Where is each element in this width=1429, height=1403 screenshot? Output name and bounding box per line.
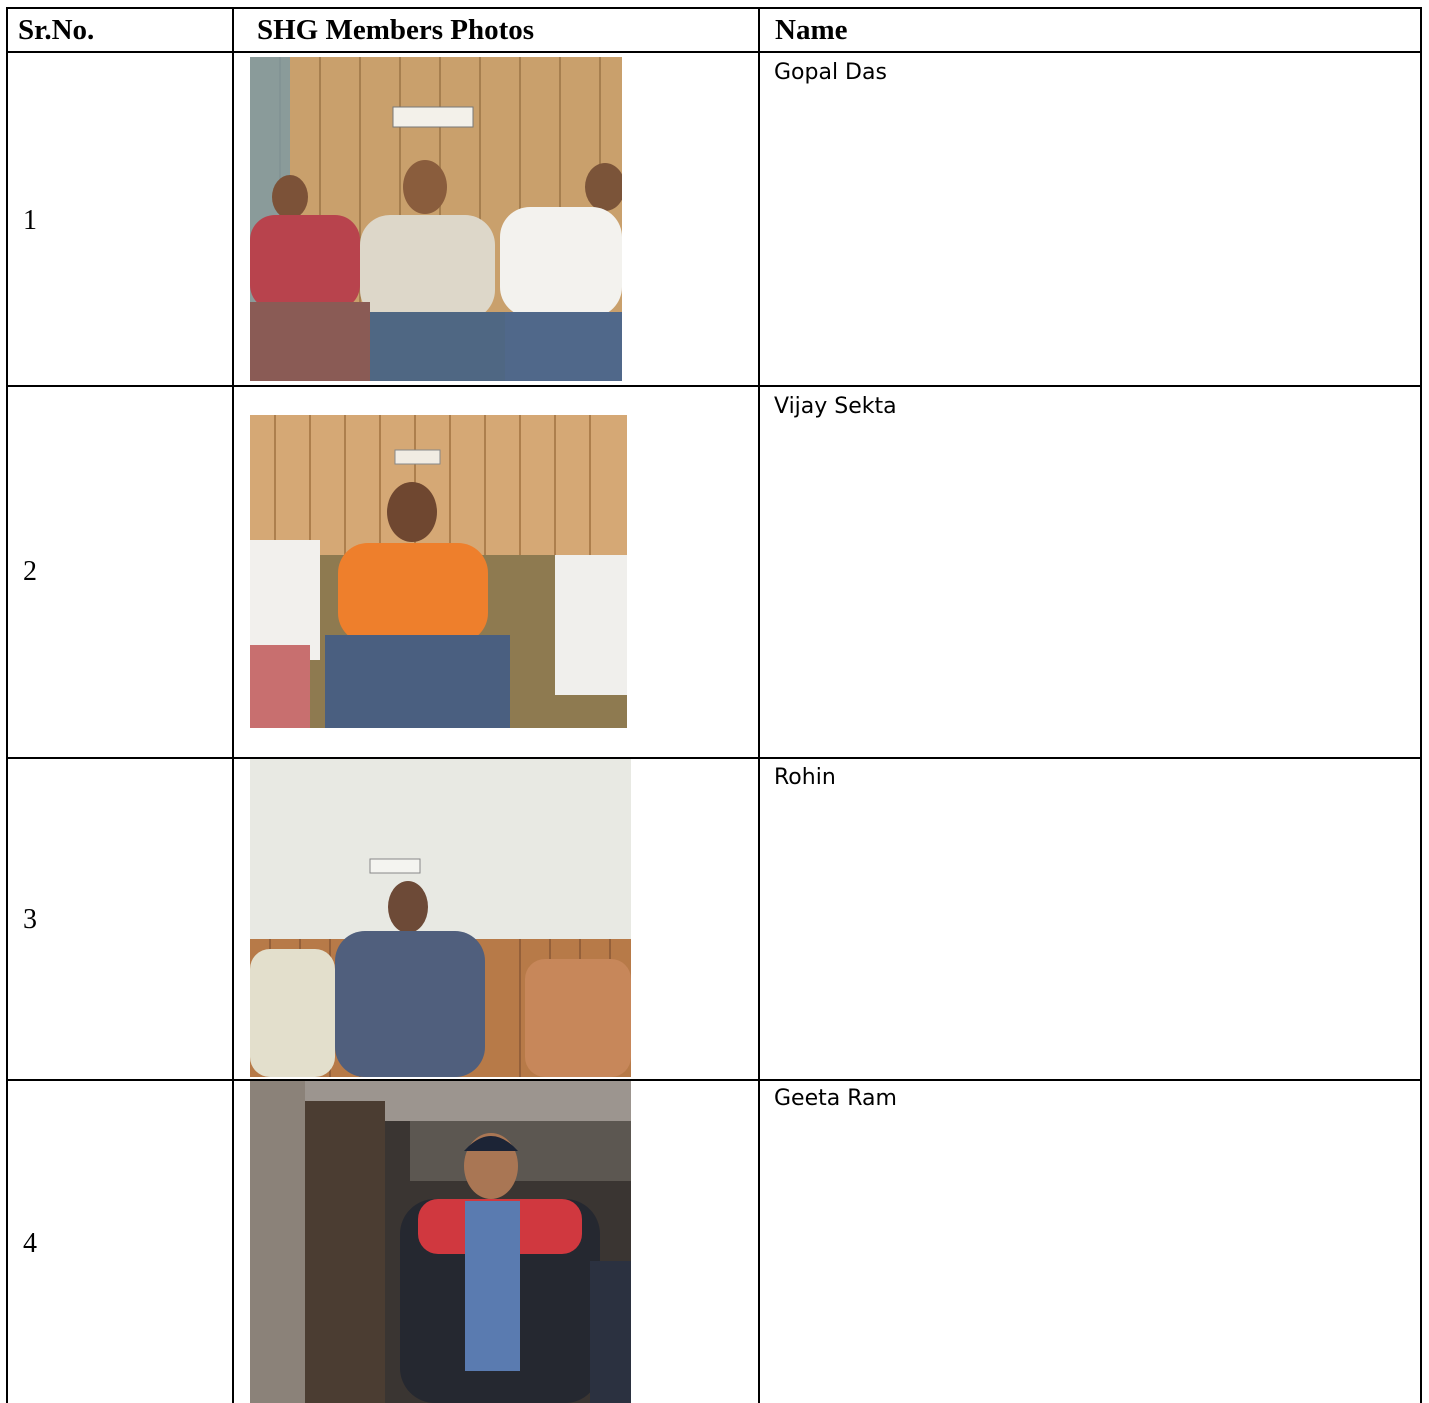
header-name: Name bbox=[775, 14, 848, 46]
row-1-sr-no: 1 bbox=[23, 205, 37, 236]
table-left-border bbox=[6, 7, 8, 1403]
member-photo-3 bbox=[250, 759, 631, 1077]
column-divider-1 bbox=[232, 7, 234, 1403]
column-divider-2 bbox=[758, 7, 760, 1403]
row-divider-1 bbox=[6, 385, 1422, 387]
member-photo-4 bbox=[250, 1081, 631, 1403]
header-photos: SHG Members Photos bbox=[257, 14, 535, 46]
row-4-name: Geeta Ram bbox=[774, 1086, 897, 1111]
table-right-border bbox=[1420, 7, 1422, 1403]
row-3-name: Rohin bbox=[774, 765, 836, 790]
row-3-sr-no: 3 bbox=[23, 904, 37, 935]
row-2-sr-no: 2 bbox=[23, 556, 37, 587]
row-2-name: Vijay Sekta bbox=[774, 394, 897, 419]
row-4-sr-no: 4 bbox=[23, 1228, 37, 1259]
member-photo-1 bbox=[250, 57, 622, 381]
row-divider-3 bbox=[6, 1079, 1422, 1081]
table-top-border bbox=[6, 7, 1422, 9]
row-divider-2 bbox=[6, 757, 1422, 759]
row-1-name: Gopal Das bbox=[774, 60, 887, 85]
header-sr-no: Sr.No. bbox=[18, 14, 95, 46]
member-photo-2 bbox=[250, 415, 627, 728]
header-row-divider bbox=[6, 51, 1422, 53]
